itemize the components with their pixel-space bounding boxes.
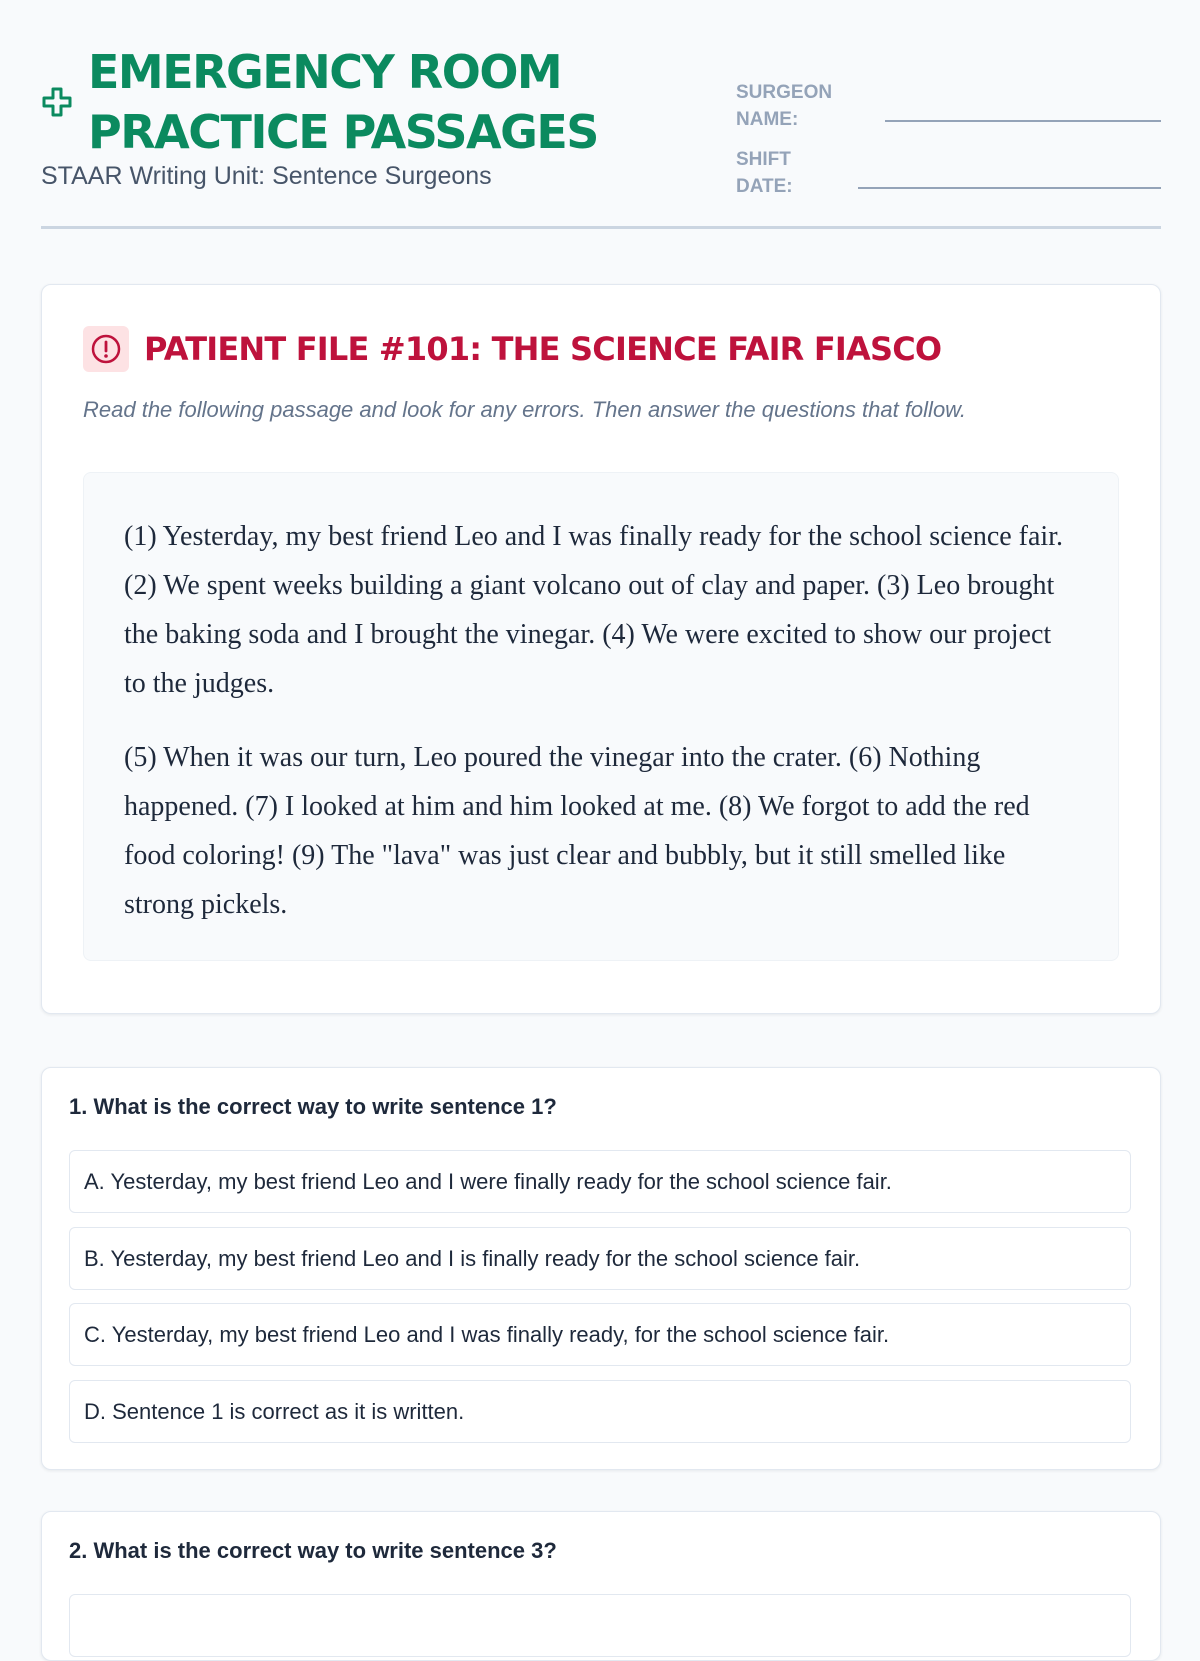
surgeon-name-label: SURGEON NAME: bbox=[736, 82, 833, 130]
question-prompt: 2. What is the correct way to write sentence 3? bbox=[69, 1538, 557, 1563]
answer-option-d[interactable]: D. Sentence 1 is correct as it is written. bbox=[69, 1380, 1131, 1443]
question-prompt: 1. What is the correct way to write sentence 1? bbox=[69, 1094, 557, 1119]
surgeon-name-field[interactable] bbox=[885, 120, 1161, 122]
question-card-2 bbox=[41, 1511, 1161, 1661]
answer-option-a[interactable] bbox=[69, 1594, 1131, 1657]
passage-box bbox=[83, 472, 1119, 961]
alert-circle-icon bbox=[90, 333, 122, 365]
passage-instructions: Read the following passage and look for any errors. Then answer the questions that follow. bbox=[83, 397, 966, 422]
medical-cross-icon bbox=[41, 86, 73, 118]
shift-date-field[interactable] bbox=[858, 187, 1161, 189]
patient-file-title: PATIENT FILE #101: THE SCIENCE FAIR FIASCO bbox=[144, 330, 942, 368]
page-title bbox=[88, 42, 598, 162]
passage-paragraph: (5) When it was our turn, Leo poured the vinegar into the crater. (6) Nothing happened. (7) I looked at him and him looked at me. (8) We forgot to add the red food coloring! (9) The "lava" was just clear and bubbly, but it still smelled like strong pickels. bbox=[124, 742, 1030, 920]
patient-file-card bbox=[41, 284, 1161, 1014]
unit-subtitle: STAAR Writing Unit: Sentence Surgeons bbox=[41, 162, 492, 190]
worksheet-header bbox=[41, 40, 1161, 229]
answer-option-b[interactable]: B. Yesterday, my best friend Leo and I is finally ready for the school science fair. bbox=[69, 1227, 1131, 1290]
passage-paragraph: (1) Yesterday, my best friend Leo and I was finally ready for the school science fair. (2) We spent weeks building a giant volcano out of clay and paper. (3) Leo brought the baking soda and I brought the vinegar. (4) We were excited to show our project to the judges. bbox=[124, 521, 1063, 699]
alert-badge bbox=[83, 326, 129, 372]
question-card-1 bbox=[41, 1067, 1161, 1470]
answer-option-c[interactable]: C. Yesterday, my best friend Leo and I was finally ready, for the school science fair. bbox=[69, 1303, 1131, 1366]
title-line-1: EMERGENCY ROOM bbox=[88, 45, 562, 99]
answer-option-a[interactable]: A. Yesterday, my best friend Leo and I were finally ready for the school science fair. bbox=[69, 1150, 1131, 1213]
shift-date-label: SHIFT DATE: bbox=[736, 149, 793, 197]
title-line-2: PRACTICE PASSAGES bbox=[88, 105, 598, 159]
